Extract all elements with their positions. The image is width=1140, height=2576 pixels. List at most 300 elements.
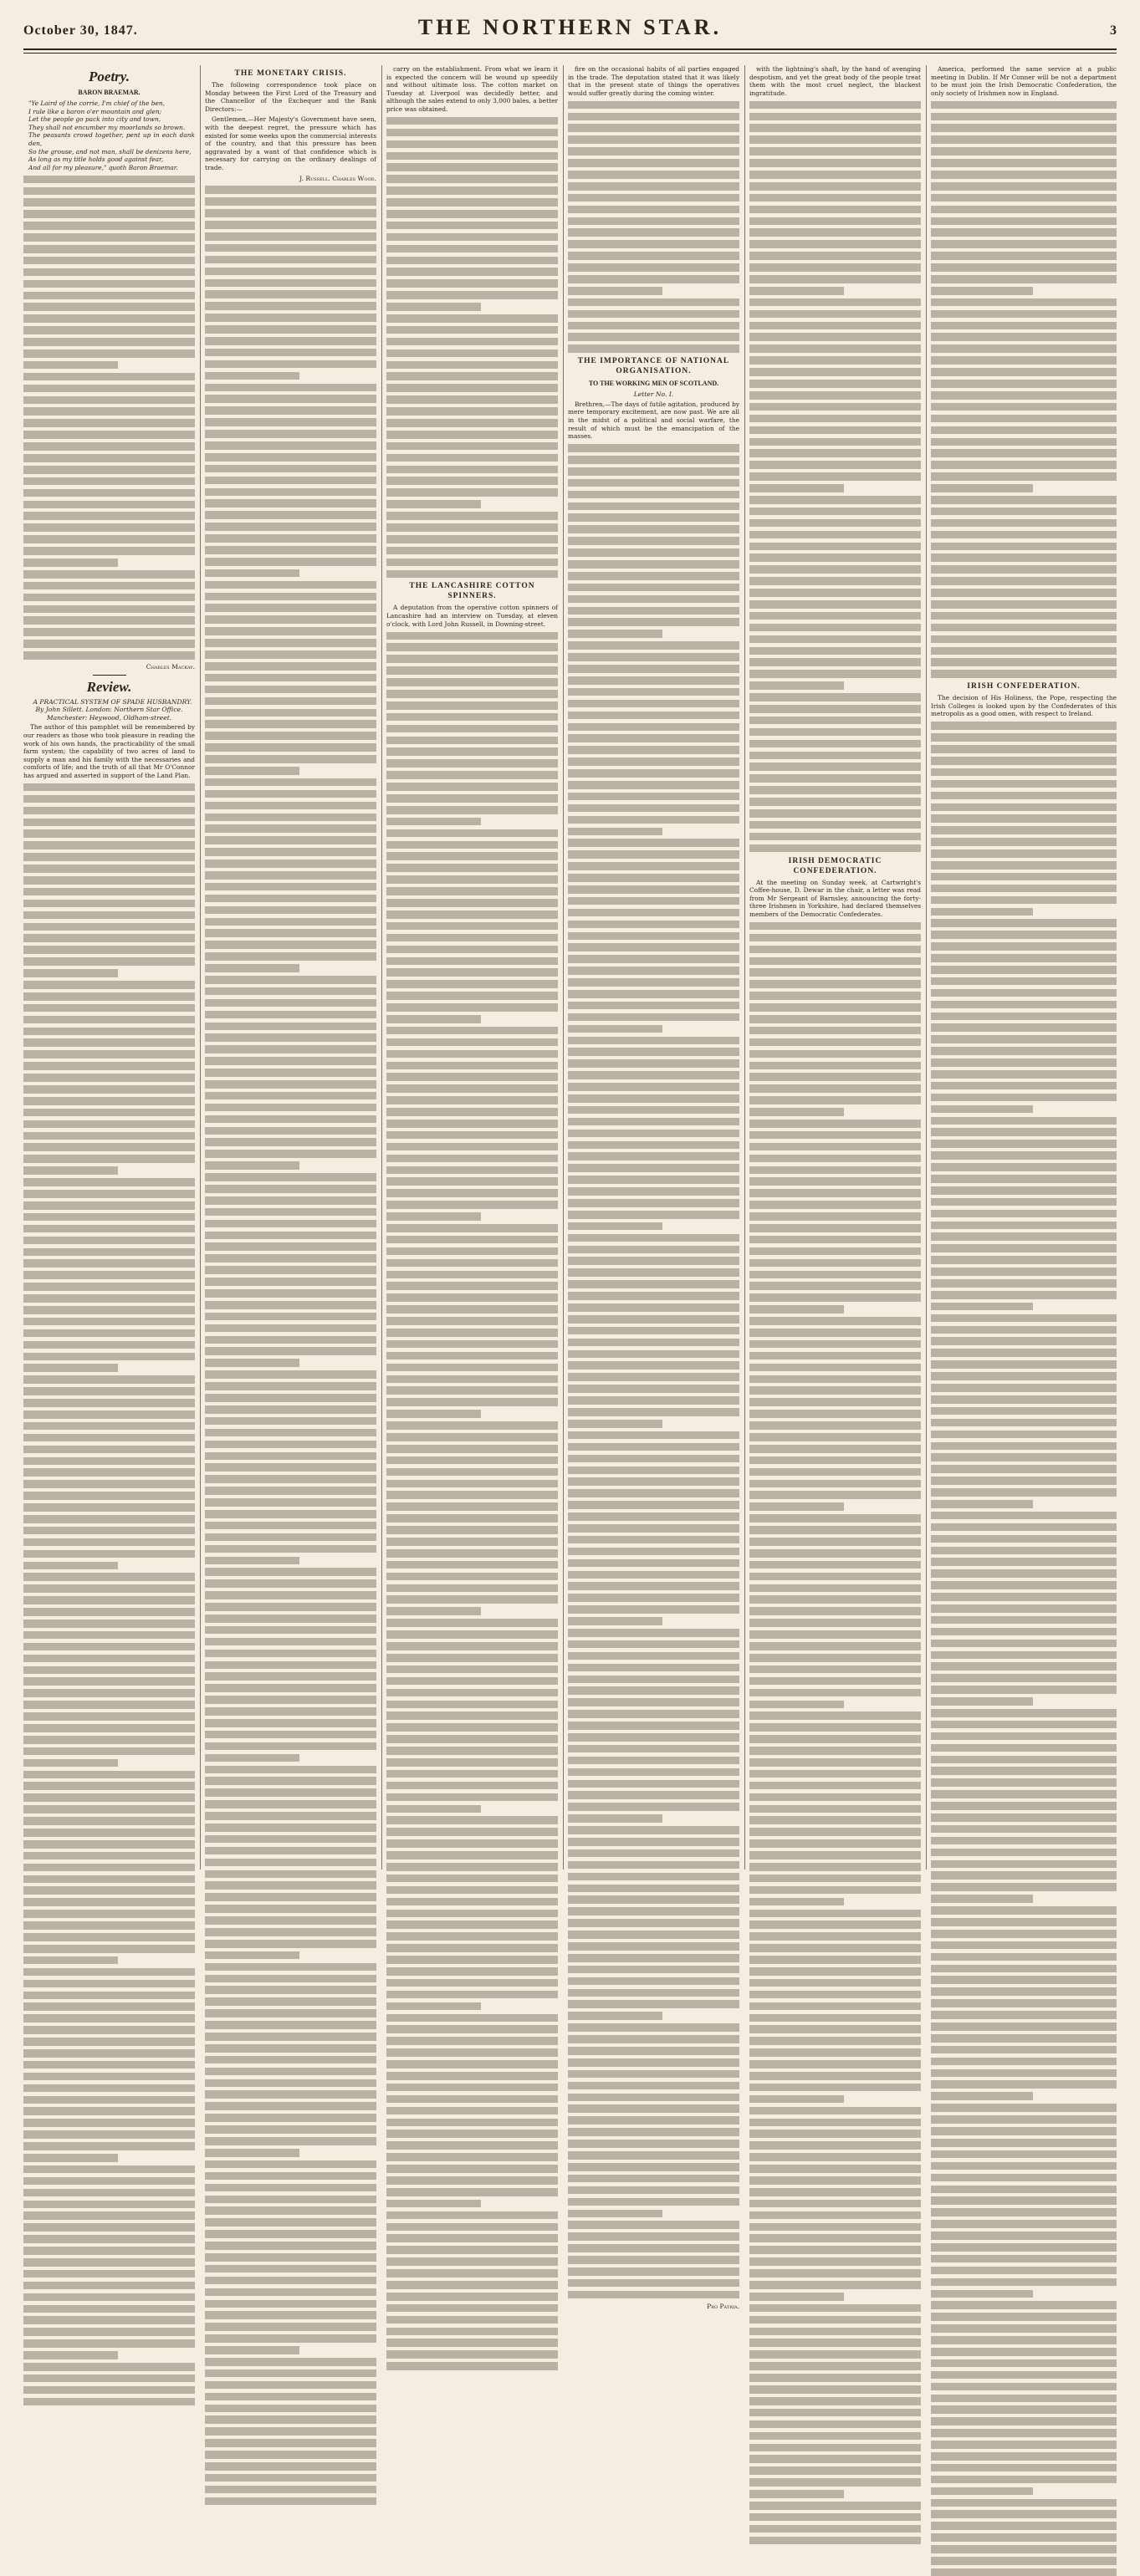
text-line (749, 1329, 921, 1337)
text-line (931, 275, 1117, 283)
text-line (23, 2282, 195, 2290)
text-line (23, 1213, 195, 1222)
page-number: 3 (1110, 23, 1117, 38)
text-line (568, 712, 739, 720)
text-line (568, 932, 739, 941)
text-line (205, 1626, 376, 1635)
text-line (23, 1701, 195, 1709)
text-line (749, 2513, 921, 2522)
text-line (931, 792, 1117, 800)
text-line (931, 1871, 1117, 1880)
text-line (23, 1283, 195, 1291)
text-line (23, 594, 195, 602)
text-line (568, 1745, 739, 1753)
text-line (205, 1975, 376, 1983)
text-line (931, 1999, 1117, 2007)
monetary-signoff: J. Russell. Charles Wood. (299, 174, 376, 182)
text-line (386, 666, 558, 675)
text-line (749, 147, 921, 156)
text-line (749, 2316, 921, 2324)
text-line (205, 325, 376, 334)
text-line (386, 454, 558, 462)
text-line (23, 2247, 195, 2255)
text-line (205, 929, 376, 937)
text-line (568, 1152, 739, 1160)
text-line (205, 1138, 376, 1146)
text-line (568, 1989, 739, 1997)
text-line (931, 2023, 1117, 2031)
text-line (205, 2009, 376, 2017)
text-line (931, 2568, 1117, 2576)
text-line (205, 1731, 376, 1739)
text-line (931, 1581, 1117, 1589)
text-line (568, 653, 739, 661)
text-line (205, 499, 376, 508)
text-line (386, 1456, 558, 1465)
text-line (568, 1396, 739, 1405)
text-line (386, 2246, 558, 2254)
text-line (205, 952, 376, 961)
text-line (23, 640, 195, 648)
text-line (23, 1050, 195, 1058)
text-line (749, 484, 844, 492)
text-line (386, 1747, 558, 1755)
text-line (386, 1329, 558, 1337)
text-line (749, 1979, 921, 1987)
text-line (386, 1062, 558, 1070)
text-line (386, 1247, 558, 1256)
text-line (386, 140, 558, 149)
text-line (568, 2175, 739, 2183)
text-line (23, 2014, 195, 2023)
text-line (23, 1956, 118, 1965)
text-line (749, 1689, 921, 1697)
text-line (205, 406, 376, 415)
text-line (205, 2277, 376, 2285)
text-line (23, 385, 195, 393)
monetary-continuation (205, 186, 376, 2505)
text-line (749, 844, 921, 853)
issue-date: October 30, 1847. (23, 23, 138, 38)
text-line (386, 632, 558, 640)
text-line (568, 839, 739, 847)
text-line (205, 1057, 376, 1065)
text-line (931, 380, 1117, 388)
text-line (931, 263, 1117, 272)
text-line (749, 798, 921, 806)
text-line (749, 1886, 921, 1895)
text-line (23, 1294, 195, 1303)
text-line (23, 2398, 195, 2406)
text-line (749, 1816, 921, 1824)
columns (23, 65, 1117, 2310)
text-line (23, 1782, 195, 1790)
text-line (931, 356, 1117, 365)
text-line (931, 2487, 1033, 2496)
text-line (23, 2223, 195, 2232)
text-line (23, 1399, 195, 1407)
text-line (749, 1782, 921, 1790)
text-line (205, 2405, 376, 2413)
text-line (931, 1314, 1117, 1323)
text-line (749, 577, 921, 585)
text-line (568, 1571, 739, 1579)
text-line (386, 2316, 558, 2324)
text-line (386, 1665, 558, 1674)
text-line (568, 665, 739, 673)
text-line (23, 501, 195, 509)
text-line (205, 1208, 376, 1217)
text-line (931, 1291, 1117, 1299)
text-line (205, 1127, 376, 1135)
text-line (931, 287, 1033, 295)
text-line (568, 1246, 739, 1254)
text-line (23, 1875, 195, 1884)
text-line (205, 279, 376, 288)
text-line (23, 2049, 195, 2058)
text-line (568, 1559, 739, 1568)
text-line (931, 228, 1117, 237)
text-line (23, 1817, 195, 1825)
text-line (931, 484, 1033, 492)
col6-continuation-a (931, 101, 1117, 678)
text-line (931, 1465, 1117, 1473)
text-line (386, 349, 558, 358)
text-line (205, 1591, 376, 1599)
text-line (568, 584, 739, 592)
text-line (568, 1826, 739, 1834)
text-line (23, 245, 195, 253)
text-line (568, 287, 662, 295)
text-line (568, 1083, 739, 1091)
text-line (931, 1604, 1117, 1613)
text-line (749, 1340, 921, 1349)
text-line (205, 2149, 299, 2157)
text-line (205, 627, 376, 635)
text-line (386, 852, 558, 860)
text-line (931, 391, 1117, 400)
text-line (931, 1535, 1117, 1543)
text-line (23, 314, 195, 323)
text-line (386, 1816, 558, 1824)
text-line (749, 612, 921, 620)
text-line (931, 908, 1033, 916)
text-line (205, 1568, 376, 1576)
text-line (749, 287, 844, 295)
column-rule (563, 65, 564, 1870)
text-line (568, 1814, 662, 1823)
text-line (568, 1025, 662, 1033)
text-line (205, 581, 376, 589)
letter-number: Letter No. I. (633, 390, 674, 399)
text-line (205, 2369, 376, 2378)
text-line (749, 2223, 921, 2232)
text-line (205, 1266, 376, 1274)
text-line (749, 833, 921, 841)
text-line (931, 1895, 1033, 1903)
text-line (386, 1839, 558, 1848)
text-line (205, 511, 376, 519)
text-line (386, 701, 558, 710)
text-line (205, 244, 376, 252)
text-line (749, 531, 921, 539)
text-line (931, 344, 1117, 353)
text-line (931, 1477, 1117, 1485)
text-line (386, 222, 558, 230)
text-line (931, 977, 1117, 986)
text-line (568, 874, 739, 882)
text-line (749, 1050, 921, 1058)
text-line (205, 418, 376, 426)
text-line (386, 783, 558, 791)
text-line (568, 1257, 739, 1265)
text-line (205, 686, 376, 694)
text-line (568, 2267, 739, 2276)
text-line (931, 768, 1117, 777)
text-line (749, 1607, 921, 1615)
text-line (931, 1105, 1033, 1114)
text-line (568, 333, 739, 341)
text-line (749, 310, 921, 319)
text-line (205, 1522, 376, 1530)
text-line (931, 1802, 1117, 1810)
text-line (568, 228, 739, 237)
text-line (205, 546, 376, 554)
text-line (205, 814, 376, 822)
text-line (205, 1324, 376, 1333)
text-line (568, 1919, 739, 1927)
text-line (23, 2142, 195, 2150)
text-line (205, 2346, 299, 2354)
text-line (749, 2420, 921, 2429)
text-line (23, 2189, 195, 2197)
text-line (23, 257, 195, 265)
text-line (931, 942, 1117, 951)
text-line (23, 1166, 118, 1175)
text-line (749, 508, 921, 516)
text-line (205, 2056, 376, 2064)
column-4 (568, 65, 739, 2310)
text-line (749, 1224, 921, 1232)
text-line (931, 2139, 1117, 2147)
text-line (205, 1487, 376, 1495)
text-line (386, 2281, 558, 2289)
text-line (386, 899, 558, 907)
text-line (23, 1805, 195, 1813)
text-line (749, 980, 921, 988)
text-line (23, 2130, 195, 2139)
text-line (386, 1015, 481, 1023)
text-line (568, 1292, 739, 1300)
text-line (205, 697, 376, 706)
text-line (23, 1793, 195, 1802)
text-line (931, 1662, 1117, 1671)
text-line (749, 2072, 921, 2080)
text-line (23, 1689, 195, 1697)
text-line (23, 1364, 118, 1372)
text-line (749, 2107, 921, 2115)
text-line (749, 2188, 921, 2196)
irish-confederation-heading: IRISH CONFEDERATION. (967, 682, 1081, 691)
text-line (568, 560, 739, 569)
text-line (386, 1875, 558, 1883)
text-line (23, 1353, 195, 1361)
text-line (205, 1289, 376, 1298)
text-line (568, 676, 739, 685)
text-line (931, 1523, 1117, 1532)
text-line (568, 1536, 739, 1544)
text-line (205, 2102, 376, 2110)
text-line (23, 1992, 195, 2000)
text-line (205, 662, 376, 671)
text-line (931, 931, 1117, 939)
text-line (749, 1711, 921, 1720)
text-line (386, 268, 558, 276)
text-line (931, 1047, 1117, 1055)
text-line (23, 1631, 195, 1640)
text-line (386, 1038, 558, 1047)
text-line (931, 2115, 1117, 2124)
text-line (386, 1224, 558, 1232)
text-line (205, 1301, 376, 1309)
text-line (23, 1248, 195, 1257)
text-line (23, 523, 195, 532)
text-line (386, 500, 481, 508)
text-line (749, 2490, 844, 2498)
text-line (205, 1232, 376, 1240)
text-line (568, 2198, 739, 2206)
text-line (749, 2141, 921, 2150)
text-line (23, 616, 195, 625)
text-line (205, 2196, 376, 2204)
text-line (386, 864, 558, 872)
text-line (23, 1434, 195, 1442)
text-line (568, 1361, 739, 1370)
text-line (931, 803, 1117, 812)
text-line (23, 807, 195, 815)
text-line (931, 1303, 1033, 1311)
text-line (568, 1548, 739, 1556)
text-line (931, 333, 1117, 341)
text-line (23, 1190, 195, 1198)
text-line (23, 1155, 195, 1163)
text-line (568, 2210, 662, 2218)
text-line (205, 1196, 376, 1205)
text-line (23, 1945, 195, 1953)
text-line (23, 1771, 195, 1779)
text-line (568, 723, 739, 732)
text-line (749, 2211, 921, 2220)
text-line (23, 1655, 195, 1663)
text-line (568, 1686, 739, 1695)
text-line (931, 2499, 1117, 2507)
text-line (386, 1096, 558, 1104)
organisation-signoff: Pro Patria. (707, 2302, 739, 2310)
text-line (23, 1666, 195, 1675)
text-line (749, 1851, 921, 1859)
text-line (568, 1339, 739, 1347)
text-line (568, 746, 739, 754)
text-line (386, 1259, 558, 1268)
text-line (205, 465, 376, 473)
text-line (931, 217, 1117, 226)
text-line (749, 403, 921, 411)
text-line (568, 1501, 739, 1509)
text-line (205, 1951, 299, 1960)
text-line (205, 604, 376, 612)
text-line (749, 1247, 921, 1256)
text-line (568, 240, 739, 248)
text-line (931, 2510, 1117, 2518)
text-line (931, 1279, 1117, 1288)
text-line (931, 1930, 1117, 1938)
text-line (931, 194, 1117, 202)
text-line (205, 1742, 376, 1751)
text-line (749, 968, 921, 977)
text-line (23, 2339, 195, 2348)
text-line (386, 1340, 558, 1349)
text-line (23, 1596, 195, 1604)
text-line (23, 1143, 195, 1151)
text-line (749, 2257, 921, 2266)
text-line (386, 1271, 558, 1279)
text-line (23, 1237, 195, 1245)
text-line (749, 1271, 921, 1279)
text-line (568, 1733, 739, 1742)
text-line (568, 1489, 739, 1497)
text-line (386, 338, 558, 346)
text-line (749, 1584, 921, 1593)
text-line (749, 1502, 844, 1511)
text-line (931, 745, 1117, 753)
text-line (205, 2381, 376, 2390)
text-line (568, 1431, 739, 1440)
text-line (205, 1812, 376, 1820)
text-line (23, 1527, 195, 1535)
text-line (749, 693, 921, 701)
col6-continuation-b (931, 722, 1117, 2576)
text-line (23, 477, 195, 486)
text-line (205, 883, 376, 891)
text-line (205, 186, 376, 194)
text-line (386, 547, 558, 555)
text-line (23, 1503, 195, 1512)
text-line (386, 2165, 558, 2173)
text-line (205, 1394, 376, 1402)
text-line (386, 1386, 558, 1395)
text-line (23, 1562, 118, 1570)
text-line (205, 755, 376, 763)
text-line (749, 113, 921, 121)
text-line (568, 1895, 739, 1904)
text-line (23, 2270, 195, 2278)
text-line (386, 361, 558, 370)
text-line (205, 2427, 376, 2436)
text-line (23, 222, 195, 230)
text-line (749, 2119, 921, 2127)
text-line (568, 206, 739, 214)
text-line (205, 558, 376, 566)
text-line (23, 2363, 195, 2371)
text-line (205, 1579, 376, 1588)
text-line (23, 1225, 195, 1233)
text-line (386, 210, 558, 218)
text-line (749, 1805, 921, 1813)
text-line (23, 2096, 195, 2104)
text-line (931, 368, 1117, 376)
text-line (386, 1979, 558, 1987)
text-line (931, 147, 1117, 156)
